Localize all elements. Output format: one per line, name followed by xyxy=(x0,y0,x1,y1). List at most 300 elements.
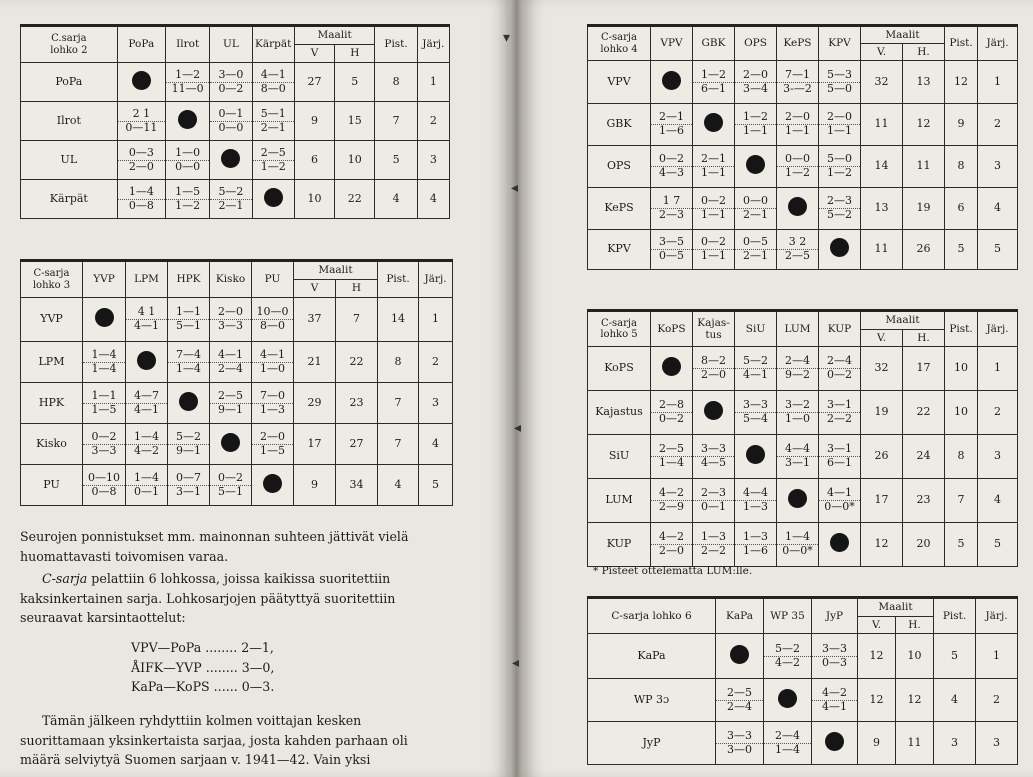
score-pair xyxy=(819,355,860,381)
second-leg-score: 2—9 xyxy=(651,500,692,514)
goals-against-header: H. xyxy=(903,330,945,347)
standings-table-lohko-2 xyxy=(20,24,450,219)
self-match-dot xyxy=(662,357,681,376)
points: 8 xyxy=(945,435,978,479)
title-line-1: C-sarja xyxy=(33,268,70,279)
goals-against: 24 xyxy=(903,435,945,479)
score-cell xyxy=(693,523,735,567)
rank: 2 xyxy=(976,679,1018,722)
first-leg-score: 5—1 xyxy=(260,106,286,120)
score-pair xyxy=(735,236,776,262)
second-leg-score: 1—2 xyxy=(819,166,860,180)
score-cell xyxy=(252,383,294,424)
first-leg-score: 2—5 xyxy=(727,685,752,699)
second-leg-score: 9—2 xyxy=(777,368,818,382)
second-leg-score: 3—1 xyxy=(777,456,818,470)
score-cell xyxy=(126,342,168,383)
goals-against: 19 xyxy=(903,188,945,230)
second-leg-score: 3—4 xyxy=(735,82,776,96)
score-pair xyxy=(819,487,860,513)
team-name: KaPa xyxy=(588,634,716,679)
second-leg-score: 9—1 xyxy=(210,403,251,417)
score-pair xyxy=(735,487,776,513)
header-row xyxy=(21,26,450,45)
first-leg-score: 4—1 xyxy=(218,347,243,361)
rank: 5 xyxy=(419,465,453,506)
goals-against: 11 xyxy=(903,146,945,188)
table-row xyxy=(588,634,1018,679)
second-leg-score: 4—1 xyxy=(126,403,167,417)
first-leg-score: 1—4 xyxy=(785,530,810,544)
first-leg-score: 0—5 xyxy=(743,235,768,249)
goals-against: 22 xyxy=(335,180,375,219)
first-leg-score: 4—4 xyxy=(743,486,768,500)
rank: 4 xyxy=(978,188,1018,230)
table-row xyxy=(588,391,1018,435)
score-pair xyxy=(651,111,692,137)
score-pair xyxy=(693,531,734,557)
first-leg-score: 3—5 xyxy=(659,235,684,249)
right-page xyxy=(523,0,1033,777)
goals-against: 20 xyxy=(903,523,945,567)
team-name: Kajastus xyxy=(588,391,651,435)
points-header: Pist. xyxy=(945,26,978,61)
score-cell xyxy=(651,391,693,435)
column-header: KoPS xyxy=(651,311,693,347)
score-cell xyxy=(693,104,735,146)
score-pair xyxy=(735,355,776,381)
score-pair xyxy=(253,108,294,134)
second-leg-score: 5—1 xyxy=(210,485,251,499)
score-cell xyxy=(117,141,165,180)
goals-for: 9 xyxy=(294,102,334,141)
column-header: OPS xyxy=(735,26,777,61)
first-leg-score: 7—1 xyxy=(785,67,810,81)
first-leg-score: 1 7 xyxy=(662,194,681,208)
column-header: HPK xyxy=(168,261,210,298)
second-leg-score: 2—1 xyxy=(735,249,776,263)
score-pair xyxy=(777,153,818,179)
goals-for: 37 xyxy=(294,298,336,342)
table-row xyxy=(588,61,1018,104)
goals-header: Maalit xyxy=(294,26,375,45)
goals-for: 32 xyxy=(861,61,903,104)
team-name: Kärpät xyxy=(21,180,118,219)
score-cell xyxy=(819,188,861,230)
second-leg-score: 0—8 xyxy=(83,485,125,499)
self-match-dot xyxy=(704,401,723,420)
score-cell xyxy=(117,63,165,102)
rank: 1 xyxy=(978,61,1018,104)
second-leg-score: 3-—2 xyxy=(777,82,818,96)
first-leg-score: 1—2 xyxy=(701,67,726,81)
paragraph-2-body: pelattiin 6 lohkossa, joissa kaikissa suoritettiin kaksinkertainen sarja. Lohkosarjojen päätyttyä suoritettiin seuraavat karsintaottelut: xyxy=(20,571,396,625)
second-leg-score: 1—2 xyxy=(253,160,294,174)
second-leg-score: 2—0 xyxy=(693,368,734,382)
score-cell xyxy=(126,465,168,506)
score-cell xyxy=(252,298,294,342)
points: 7 xyxy=(945,479,978,523)
second-leg-score: 3—0 xyxy=(716,743,763,757)
score-cell xyxy=(693,347,735,391)
second-leg-score: 1—6 xyxy=(651,124,692,138)
score-cell xyxy=(210,342,252,383)
score-cell xyxy=(210,180,252,219)
first-leg-score: 8—2 xyxy=(701,354,726,368)
second-leg-score: 4—1 xyxy=(812,700,857,714)
column-header: KUP xyxy=(819,311,861,347)
goals-against: 23 xyxy=(336,383,378,424)
header-row xyxy=(21,261,453,280)
score-cell xyxy=(210,63,252,102)
points-header: Pist. xyxy=(945,311,978,347)
self-match-dot xyxy=(830,238,849,257)
score-cell xyxy=(819,479,861,523)
goals-header: Maalit xyxy=(858,598,934,617)
first-leg-score: 5—0 xyxy=(827,152,852,166)
column-header: UL xyxy=(210,26,252,63)
first-leg-score: 3—2 xyxy=(785,398,810,412)
team-name: KoPS xyxy=(588,347,651,391)
goals-for: 9 xyxy=(858,722,896,765)
score-cell xyxy=(693,230,735,270)
first-leg-score: 5—2 xyxy=(775,641,800,655)
score-cell xyxy=(819,230,861,270)
second-leg-score: 1—5 xyxy=(83,403,125,417)
score-cell xyxy=(777,347,819,391)
score-pair xyxy=(126,390,167,416)
second-leg-score: 1—4 xyxy=(651,456,692,470)
first-leg-score: 4—2 xyxy=(659,486,684,500)
score-cell xyxy=(126,424,168,465)
column-header: KPV xyxy=(819,26,861,61)
second-leg-score: 2—5 xyxy=(777,249,818,263)
first-leg-score: 2—5 xyxy=(218,388,243,402)
score-cell xyxy=(651,347,693,391)
column-header: Ilrot xyxy=(166,26,210,63)
points: 5 xyxy=(945,230,978,270)
first-leg-score: 2—0 xyxy=(785,110,810,124)
header-row xyxy=(588,311,1018,330)
second-leg-score: 6—1 xyxy=(693,82,734,96)
rank: 1 xyxy=(417,63,449,102)
second-leg-score: 9—1 xyxy=(168,444,209,458)
first-leg-score: 2—5 xyxy=(659,442,684,456)
second-leg-score: 4—2 xyxy=(764,656,811,670)
self-match-dot xyxy=(221,433,240,452)
goals-for: 19 xyxy=(861,391,903,435)
table-row xyxy=(21,465,453,506)
score-cell xyxy=(210,383,252,424)
column-header: SiU xyxy=(735,311,777,347)
rank: 1 xyxy=(419,298,453,342)
score-pair xyxy=(716,687,763,713)
second-leg-score: 1—1 xyxy=(693,166,734,180)
second-leg-score: 4—3 xyxy=(651,166,692,180)
second-leg-score: 0—11 xyxy=(118,121,165,135)
score-cell xyxy=(693,391,735,435)
self-match-dot xyxy=(746,445,765,464)
header-row xyxy=(588,598,1018,617)
first-leg-score: 3—3 xyxy=(701,442,726,456)
first-leg-score: 4—7 xyxy=(134,388,159,402)
first-leg-score: 0—0 xyxy=(743,194,768,208)
rank: 5 xyxy=(978,523,1018,567)
goals-for: 29 xyxy=(294,383,336,424)
column-header: Kajas-tus xyxy=(693,311,735,347)
first-leg-score: 4—4 xyxy=(785,442,810,456)
table-row xyxy=(588,679,1018,722)
second-leg-score: 0—1 xyxy=(126,485,167,499)
title-line-2: lohko 2 xyxy=(50,44,88,56)
table-title xyxy=(21,261,83,298)
score-cell xyxy=(693,188,735,230)
score-cell xyxy=(735,146,777,188)
first-leg-score: 4—1 xyxy=(260,347,285,361)
points: 5 xyxy=(945,523,978,567)
score-pair xyxy=(253,69,294,95)
score-cell xyxy=(777,479,819,523)
goals-for: 11 xyxy=(861,230,903,270)
second-leg-score: 0—2 xyxy=(819,368,860,382)
score-cell xyxy=(117,180,165,219)
score-pair xyxy=(83,390,125,416)
self-match-dot xyxy=(221,149,240,168)
score-pair xyxy=(210,390,251,416)
points: 7 xyxy=(378,383,419,424)
score-pair xyxy=(735,531,776,557)
team-name: GBK xyxy=(588,104,651,146)
column-header: Kärpät xyxy=(252,26,294,63)
first-leg-score: 1—0 xyxy=(175,145,201,159)
score-pair xyxy=(252,390,293,416)
score-cell xyxy=(716,634,764,679)
score-cell xyxy=(252,465,294,506)
score-cell xyxy=(252,141,294,180)
team-name: UL xyxy=(21,141,118,180)
first-leg-score: 2—4 xyxy=(775,728,800,742)
team-name: PU xyxy=(21,465,83,506)
rank-header: Järj. xyxy=(978,26,1018,61)
goals-for: 17 xyxy=(294,424,336,465)
page-marker: ◂ xyxy=(511,180,519,196)
score-cell xyxy=(735,435,777,479)
first-leg-score: 2—0 xyxy=(827,110,852,124)
rank: 1 xyxy=(978,347,1018,391)
first-leg-score: 7—0 xyxy=(260,388,285,402)
score-pair xyxy=(83,349,125,375)
score-pair xyxy=(210,69,251,95)
rank: 2 xyxy=(419,342,453,383)
paragraph-1: Seurojen ponnistukset mm. mainonnan suhteen jättivät vielä huomattavasti toivomisen varaa. xyxy=(20,529,409,564)
second-leg-score: 11—0 xyxy=(166,82,209,96)
goals-for: 27 xyxy=(294,63,334,102)
table-row xyxy=(588,435,1018,479)
score-pair xyxy=(735,195,776,221)
team-name: LPM xyxy=(21,342,83,383)
self-match-dot xyxy=(264,188,283,207)
first-leg-score: 7—4 xyxy=(176,347,201,361)
rank-header: Järj. xyxy=(419,261,453,298)
second-leg-score: 1—4 xyxy=(83,362,125,376)
score-cell xyxy=(168,424,210,465)
first-leg-score: 2—1 xyxy=(701,152,726,166)
score-pair xyxy=(651,487,692,513)
points: 8 xyxy=(375,63,417,102)
second-leg-score: 2—0 xyxy=(118,160,165,174)
table-row xyxy=(588,479,1018,523)
score-pair xyxy=(118,147,165,173)
playoff-result: VPV—PoPa ........ 2—1, xyxy=(131,640,274,655)
first-leg-score: 4 1 xyxy=(137,305,156,319)
standings-table-lohko-4 xyxy=(587,24,1018,270)
goals-for-header: V. xyxy=(861,330,903,347)
goals-against: 22 xyxy=(903,391,945,435)
points: 6 xyxy=(945,188,978,230)
second-leg-score: 0—0* xyxy=(777,544,818,558)
score-pair xyxy=(693,443,734,469)
title-line-1: C.sarja xyxy=(51,33,87,44)
score-pair xyxy=(83,472,125,498)
points: 3 xyxy=(934,722,976,765)
score-cell xyxy=(117,102,165,141)
score-pair xyxy=(693,487,734,513)
table-row xyxy=(21,63,450,102)
first-leg-score: 1—4 xyxy=(91,347,117,361)
self-match-dot xyxy=(662,71,681,90)
first-leg-score: 5—3 xyxy=(827,67,852,81)
second-leg-score: 5—0 xyxy=(819,82,860,96)
rank: 4 xyxy=(417,180,449,219)
table-row xyxy=(588,188,1018,230)
goals-against: 10 xyxy=(335,141,375,180)
rank: 2 xyxy=(417,102,449,141)
first-leg-score: 2—3 xyxy=(701,486,726,500)
first-leg-score: 4—2 xyxy=(822,685,847,699)
score-cell xyxy=(210,298,252,342)
score-cell xyxy=(735,61,777,104)
first-leg-score: 5—2 xyxy=(218,184,244,198)
page-marker: ◂ xyxy=(514,420,522,436)
goals-against: 11 xyxy=(896,722,934,765)
score-pair xyxy=(168,431,209,457)
second-leg-score: 1—3 xyxy=(735,500,776,514)
second-leg-score: 2—1 xyxy=(210,199,251,213)
first-leg-score: 3—3 xyxy=(743,398,768,412)
goals-for: 10 xyxy=(294,180,334,219)
rank: 5 xyxy=(978,230,1018,270)
left-page xyxy=(0,0,510,777)
first-leg-score: 1—5 xyxy=(175,184,201,198)
score-pair xyxy=(118,108,165,134)
score-pair xyxy=(168,472,209,498)
score-pair xyxy=(168,349,209,375)
score-pair xyxy=(118,186,165,212)
column-header: WP 35 xyxy=(764,598,812,634)
team-name: PoPa xyxy=(21,63,118,102)
score-cell xyxy=(651,435,693,479)
goals-against: 7 xyxy=(336,298,378,342)
score-cell xyxy=(735,188,777,230)
score-cell xyxy=(764,722,812,765)
first-leg-score: 2—8 xyxy=(659,398,684,412)
score-cell xyxy=(83,383,126,424)
score-pair xyxy=(812,687,857,713)
score-pair xyxy=(166,147,209,173)
second-leg-score: 0—5 xyxy=(651,249,692,263)
table-row xyxy=(21,102,450,141)
first-leg-score: 2 1 xyxy=(132,106,151,120)
goals-for: 26 xyxy=(861,435,903,479)
second-leg-score: 2—4 xyxy=(210,362,251,376)
first-leg-score: 3—0 xyxy=(218,67,244,81)
second-leg-score: 1—5 xyxy=(252,444,293,458)
score-cell xyxy=(764,634,812,679)
rank: 2 xyxy=(978,391,1018,435)
team-name: LUM xyxy=(588,479,651,523)
table-title xyxy=(588,26,651,61)
score-cell xyxy=(735,347,777,391)
points-header: Pist. xyxy=(378,261,419,298)
team-name: KPV xyxy=(588,230,651,270)
first-leg-score: 3—1 xyxy=(827,442,852,456)
second-leg-score: 3—1 xyxy=(168,485,209,499)
score-cell xyxy=(168,465,210,506)
team-name: Ilrot xyxy=(21,102,118,141)
first-leg-score: 2—4 xyxy=(785,354,810,368)
score-cell xyxy=(651,523,693,567)
goals-for: 11 xyxy=(861,104,903,146)
table-title xyxy=(21,26,118,63)
points: 12 xyxy=(945,61,978,104)
score-cell xyxy=(252,102,294,141)
first-leg-score: 1—4 xyxy=(134,470,159,484)
first-leg-score: 2—0 xyxy=(218,305,243,319)
column-header: Kisko xyxy=(210,261,252,298)
first-leg-score: 1—2 xyxy=(743,110,768,124)
score-cell xyxy=(777,104,819,146)
table-row xyxy=(588,722,1018,765)
rank: 3 xyxy=(419,383,453,424)
second-leg-score: 5—1 xyxy=(168,319,209,333)
goals-against: 34 xyxy=(336,465,378,506)
second-leg-score: 2—2 xyxy=(819,412,860,426)
team-name: KUP xyxy=(588,523,651,567)
points: 5 xyxy=(934,634,976,679)
footnote: * Pisteet ottelematta LUM:lle. xyxy=(593,565,753,577)
score-cell xyxy=(168,342,210,383)
second-leg-score: 3—3 xyxy=(83,444,125,458)
rank: 3 xyxy=(978,146,1018,188)
table-row xyxy=(588,104,1018,146)
rank: 3 xyxy=(976,722,1018,765)
points: 7 xyxy=(378,424,419,465)
score-cell xyxy=(777,523,819,567)
table-title xyxy=(588,311,651,347)
playoff-result: KaPa—KoPS ...... 0—3. xyxy=(131,679,275,694)
score-cell xyxy=(166,141,210,180)
team-name: SiU xyxy=(588,435,651,479)
second-leg-score: 1—1 xyxy=(693,249,734,263)
score-pair xyxy=(651,236,692,262)
goals-header: Maalit xyxy=(861,26,945,44)
goals-against: 22 xyxy=(336,342,378,383)
table-row xyxy=(588,347,1018,391)
score-pair xyxy=(693,153,734,179)
second-leg-score: 8—0 xyxy=(252,319,293,333)
score-pair xyxy=(693,355,734,381)
score-pair xyxy=(735,399,776,425)
